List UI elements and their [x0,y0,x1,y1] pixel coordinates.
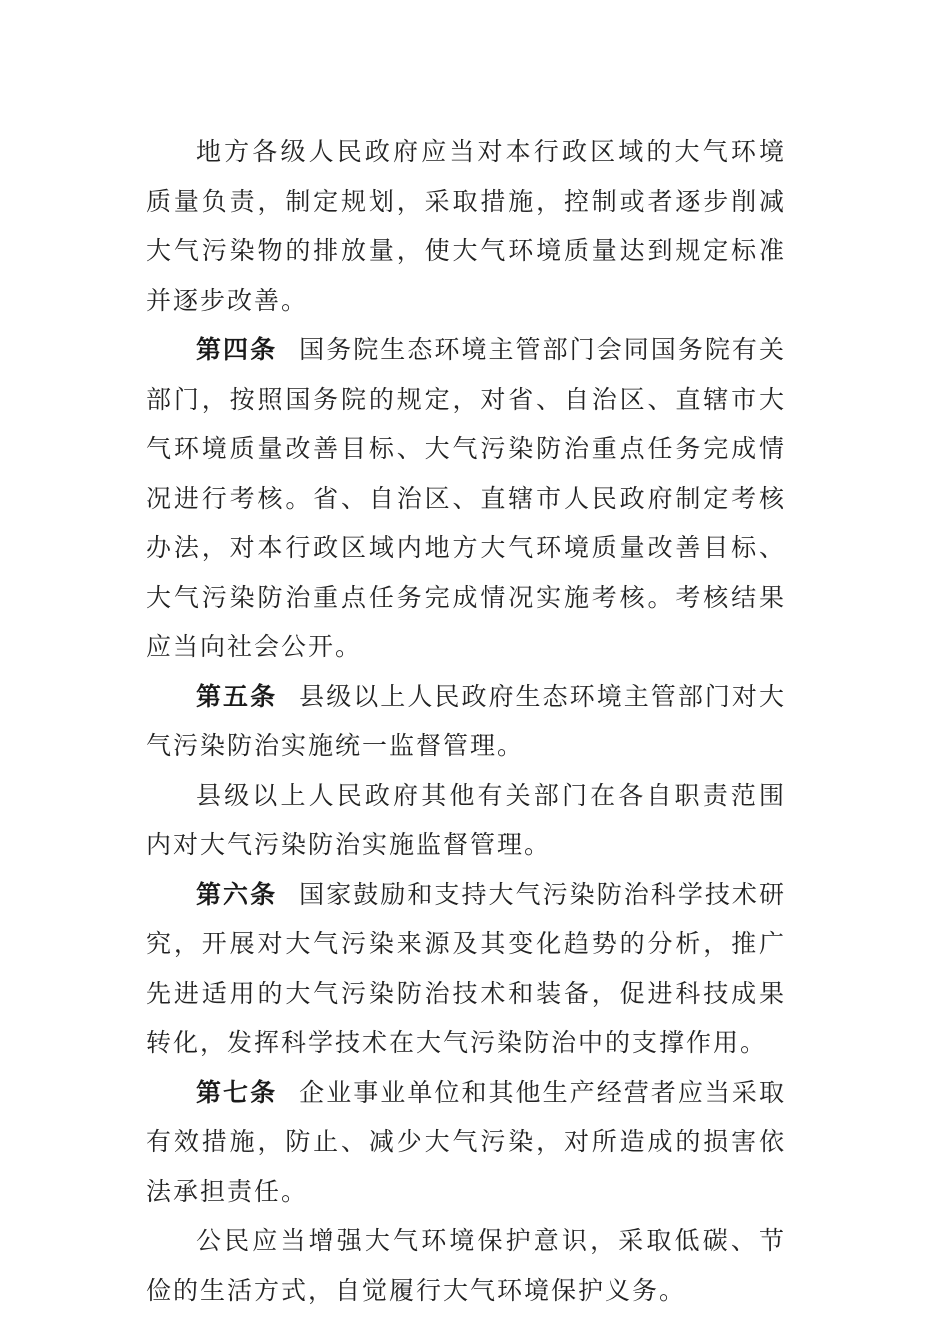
article-4-paragraph [146,325,786,672]
document-body [146,127,786,1315]
article-5-subparagraph [146,771,786,870]
article-6-text: 国家鼓励和支持大气污染防治科学技术研究，开展对大气污染来源及其变化趋势的分析，推广先进适用的大气污染防治技术和装备，促进科技成果转化，发挥科学技术在大气污染防治中的支撑作用。 [146,879,786,1057]
article-5-subparagraph-text: 县级以上人民政府其他有关部门在各自职责范围内对大气污染防治实施监督管理。 [146,780,786,859]
article-5-text: 县级以上人民政府生态环境主管部门对大气污染防治实施统一监督管理。 [146,681,786,760]
article-4-text: 国务院生态环境主管部门会同国务院有关部门，按照国务院的规定，对省、自治区、直辖市大气环境质量改善目标、大气污染防治重点任务完成情况进行考核。省、自治区、直辖市人民政府制定考核办法，对本行政区域内地方大气环境质量改善目标、大气污染防治重点任务完成情况实施考核。考核结果应当向社会公开。 [146,335,786,661]
article-7-subparagraph-text: 公民应当增强大气环境保护意识，采取低碳、节俭的生活方式，自觉履行大气环境保护义务。 [146,1226,786,1305]
article-7-paragraph [146,1068,786,1217]
article-7-subparagraph [146,1216,786,1315]
paragraph-1-text: 地方各级人民政府应当对本行政区域的大气环境质量负责，制定规划，采取措施，控制或者逐步削减大气污染物的排放量，使大气环境质量达到规定标准并逐步改善。 [146,137,786,315]
article-7-number: 第七条 [196,1077,278,1107]
article-5-paragraph [146,672,786,771]
article-6-number: 第六条 [196,879,278,909]
article-7-text: 企业事业单位和其他生产经营者应当采取有效措施，防止、减少大气污染，对所造成的损害依法承担责任。 [146,1077,786,1206]
article-6-paragraph [146,870,786,1068]
article-4-number: 第四条 [196,335,278,364]
article-5-number: 第五条 [196,681,278,711]
paragraph-1 [146,127,786,325]
